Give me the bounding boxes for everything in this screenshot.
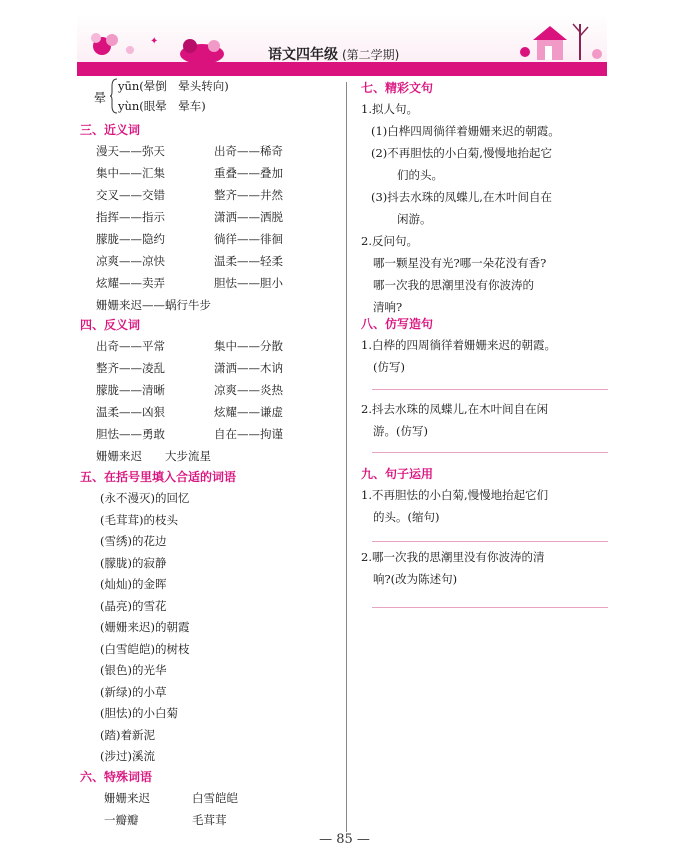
synonym-pair: 徜徉——徘徊 (214, 232, 283, 246)
answer-line (372, 389, 608, 390)
question-text: (仿写) (373, 360, 405, 374)
list-item: (雪绣)的花边 (100, 534, 167, 548)
synonym-pair: 集中——汇集 (96, 166, 165, 180)
house-decoration-icon (515, 16, 605, 62)
list-item: (姗姗来迟)的朝霞 (100, 620, 190, 634)
synonym-pair: 交叉——交错 (96, 188, 165, 202)
answer-line (372, 607, 608, 608)
page-number: — 85 — (319, 832, 370, 847)
list-item: 一瓣瓣 (104, 813, 139, 827)
synonym-pair: 朦胧——隐约 (96, 232, 165, 246)
synonym-pair: 漫天——弥天 (96, 144, 165, 158)
question-text: 2.抖去水珠的凤蝶儿,在木叶间自在闲 (361, 402, 549, 416)
list-item: (2)不再胆怯的小白菊,慢慢地抬起它 (371, 146, 552, 160)
question-text: 的头。(缩句) (373, 510, 440, 524)
list-item: (踏)着新泥 (100, 727, 155, 742)
antonym-pair: 整齐——凌乱 (96, 361, 165, 375)
list-item: (胆怯)的小白菊 (100, 706, 178, 720)
title-text: 语文四年级 (268, 47, 338, 63)
synonym-pair: 指挥——指示 (96, 210, 165, 224)
sub-head: 2.反问句。 (361, 234, 418, 248)
answer-line (372, 541, 608, 542)
antonym-pair: 潇洒——木讷 (214, 361, 283, 375)
section-head-antonyms: 四、反义词 (80, 318, 141, 332)
section-head-imitation: 八、仿写造句 (361, 317, 434, 331)
list-item: (灿灿)的金晖 (100, 577, 167, 591)
synonym-pair: 炫耀——卖弄 (96, 276, 165, 290)
antonym-pair: 凉爽——炎热 (214, 383, 283, 397)
entry-char: 晕 (94, 91, 107, 105)
list-item: 姗姗来迟 (104, 791, 150, 805)
synonym-pair: 出奇——稀奇 (214, 144, 283, 158)
question-text: 响?(改为陈述句) (373, 572, 458, 586)
answer-line (372, 452, 608, 453)
antonym-pair: 炫耀——谦虚 (214, 405, 283, 419)
entry-line-1: yūn(晕倒 晕头转向) (118, 79, 229, 93)
list-item: (3)抖去水珠的凤蝶儿,在木叶间自在 (371, 190, 552, 204)
list-item: (新绿)的小草 (100, 684, 167, 699)
synonym-pair: 整齐——井然 (214, 188, 283, 202)
synonym-pair: 温柔——轻柔 (214, 254, 283, 268)
question-text: 2.哪一次我的思潮里没有你波涛的清 (361, 550, 545, 564)
synonym-pair: 潇洒——洒脱 (214, 210, 283, 224)
sub-head: 1.拟人句。 (361, 102, 418, 116)
list-item: (晶亮)的雪花 (100, 598, 167, 613)
section-head-sentences: 七、精彩文句 (361, 81, 434, 95)
list-item: 们的头。 (397, 168, 443, 182)
section-head-sentence-use: 九、句子运用 (361, 467, 434, 481)
list-item: (1)白桦四周徜徉着姗姗来迟的朝霞。 (371, 124, 560, 138)
column-divider (346, 82, 347, 832)
question-text: 1.白桦的四周徜徉着姗姗来迟的朝霞。 (361, 338, 556, 352)
title-subtitle: (第二学期) (342, 48, 400, 62)
synonym-pair: 姗姗来迟——蜗行牛步 (96, 298, 211, 312)
section-head-synonyms: 三、近义词 (80, 123, 141, 137)
list-item: 毛茸茸 (192, 813, 227, 827)
list-item: (涉过)溪流 (100, 749, 155, 763)
question-text: 游。(仿写) (373, 424, 428, 438)
list-item: (永不漫灭)的回忆 (100, 491, 190, 505)
antonym-pair: 自在——拘谨 (214, 427, 283, 441)
list-item: (毛茸茸)的枝头 (100, 512, 178, 527)
synonym-pair: 凉爽——凉快 (96, 254, 165, 268)
antonym-pair: 出奇——平常 (96, 339, 165, 353)
list-item: (银色)的光华 (100, 663, 167, 677)
section-head-fill-blank: 五、在括号里填入合适的词语 (80, 470, 237, 484)
list-item: 哪一次我的思潮里没有你波涛的 (373, 278, 534, 292)
question-text: 1.不再胆怯的小白菊,慢慢地抬起它们 (361, 488, 549, 502)
antonym-pair: 温柔——凶狠 (96, 405, 165, 419)
antonym-pair: 姗姗来迟 大步流星 (96, 449, 211, 463)
page-title (268, 44, 399, 64)
section-head-special-words: 六、特殊词语 (80, 770, 153, 784)
list-item: 清响? (373, 300, 403, 314)
antonym-pair: 胆怯——勇敢 (96, 427, 165, 441)
antonym-pair: 朦胧——清晰 (96, 383, 165, 397)
flower-decoration-icon (82, 26, 232, 66)
list-item: 闲游。 (397, 212, 432, 226)
svg-text:✦: ✦ (150, 36, 159, 47)
entry-line-2: yùn(眼晕 晕车) (118, 99, 206, 113)
antonym-pair: 集中——分散 (214, 339, 283, 353)
list-item: (白雪皑皑)的树枝 (100, 641, 190, 656)
brace-icon (110, 78, 118, 114)
list-item: 白雪皑皑 (192, 791, 238, 805)
synonym-pair: 胆怯——胆小 (214, 276, 283, 290)
synonym-pair: 重叠——叠加 (214, 166, 283, 180)
list-item: 哪一颗星没有光?哪一朵花没有香? (373, 256, 547, 270)
list-item: (朦胧)的寂静 (100, 555, 167, 570)
